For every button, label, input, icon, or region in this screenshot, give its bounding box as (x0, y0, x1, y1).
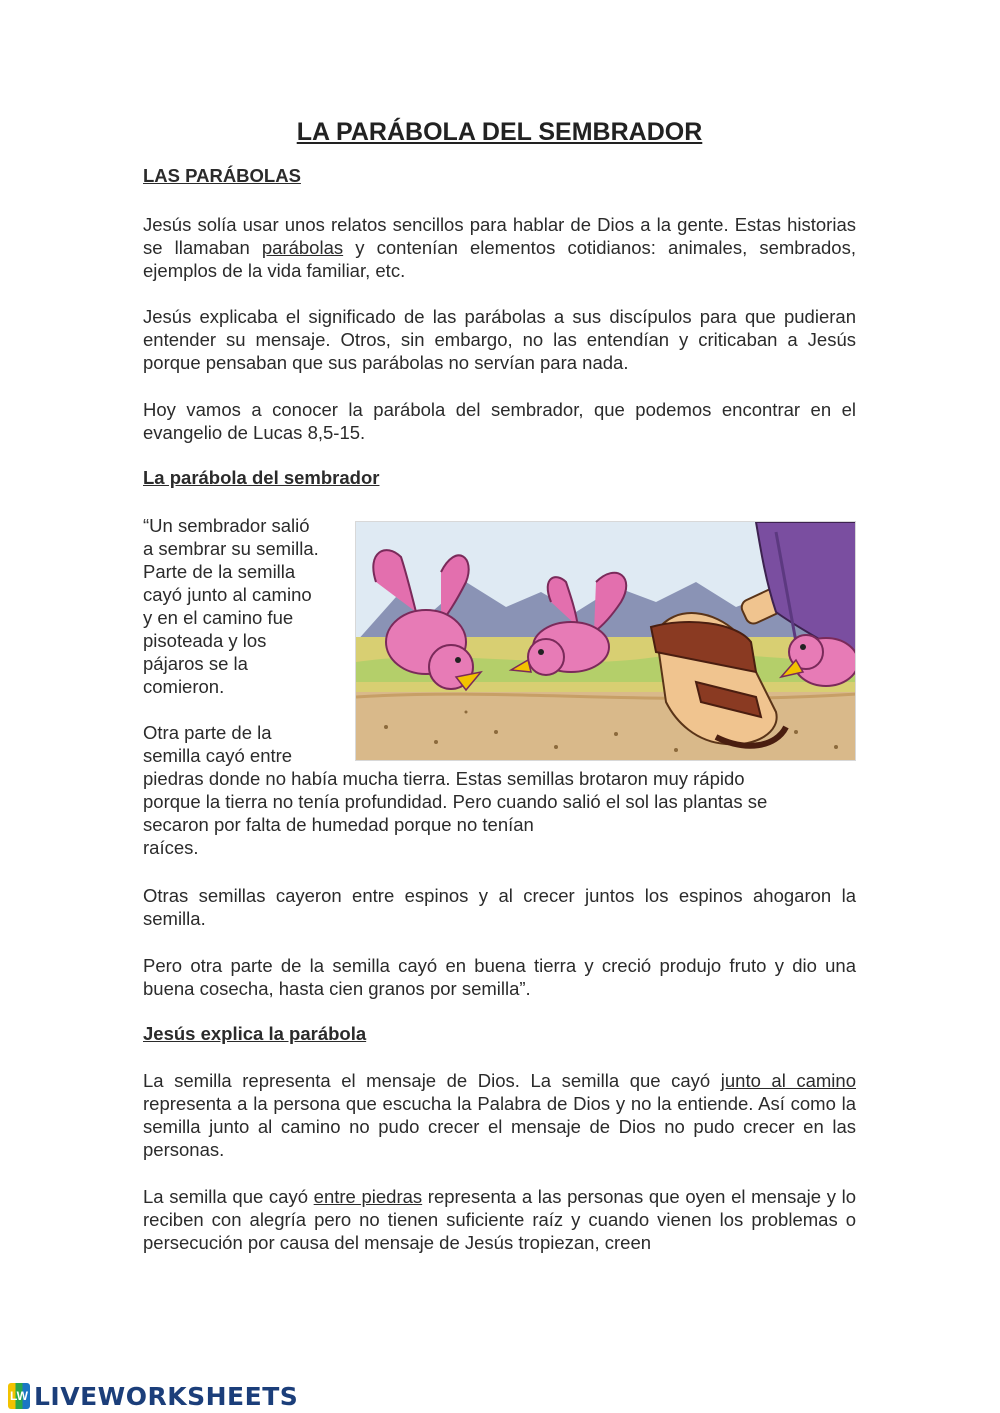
paragraph-today: Hoy vamos a conocer la parábola del sembrador, que podemos encontrar en el evangelio de Lucas 8,5-15. (143, 399, 856, 443)
underlined-junto-al-camino: junto al camino (720, 1070, 856, 1091)
underlined-parabolas: parábolas (261, 237, 344, 258)
heading-parabola-sembrador: La parábola del sembrador (143, 467, 380, 488)
illustration-svg (356, 522, 856, 761)
paragraph-parabolas-intro: Jesús solía usar unos relatos sencillos para hablar de Dios a la gente. Estas historias se llamaban parábolas y contenían elementos cotidianos: animales, sembrados, ejemplos de la vida familiar, etc. (143, 214, 856, 281)
logo-text: LIVEWORKSHEETS (34, 1381, 299, 1411)
paragraph-explain-path: La semilla representa el mensaje de Dios. La semilla que cayó junto al camino representa a la persona que escucha la Palabra de Dios y no la entiende. Así como la semilla junto al camino no pudo crecer el mensaje de Dios no pudo crecer en las personas. (143, 1070, 856, 1160)
sower-birds-illustration (355, 521, 856, 761)
heading-las-parabolas: LAS PARÁBOLAS (143, 165, 301, 186)
liveworksheets-logo (8, 1381, 298, 1411)
paragraph-parabolas-meaning: Jesús explicaba el significado de las parábolas a sus discípulos para que pudieran entender su mensaje. Otros, sin embargo, no las entendían y criticaban a Jesús porque pensaban que sus parábolas no servían para nada. (143, 306, 856, 373)
paragraph-good-soil: Pero otra parte de la semilla cayó en buena tierra y creció produjo fruto y dio una buena cosecha, hasta cien granos por semilla”. (143, 955, 856, 999)
page-title: LA PARÁBOLA DEL SEMBRADOR (296, 118, 703, 146)
story-text-stones: Otra parte de la semilla cayó entre piedras donde no había mucha tierra. Estas semillas brotaron muy rápido porque la tierra no tenía profundidad. Pero cuando salió el sol las plantas se secaron por falta de humedad porque no tenían raíces. (143, 722, 768, 858)
story-text-beside-image: “Un sembrador salió a sembrar su semilla. Parte de la semilla cayó junto al camino y en el camino fue pisoteada y los pájaros se la comieron. (143, 515, 319, 697)
underlined-entre-piedras: entre piedras (313, 1186, 423, 1207)
paragraph-thorns: Otras semillas cayeron entre espinos y al crecer juntos los espinos ahogaron la semilla. (143, 885, 856, 929)
heading-jesus-explica: Jesús explica la parábola (143, 1023, 367, 1044)
logo-badge-icon: LW (8, 1383, 30, 1409)
paragraph-explain-stones: La semilla que cayó entre piedras representa a las personas que oyen el mensaje y lo reciben con alegría pero no tienen suficiente raíz y cuando vienen los problemas o persecución por causa del mensaje de Jesús tropiezan, creen (143, 1186, 856, 1253)
